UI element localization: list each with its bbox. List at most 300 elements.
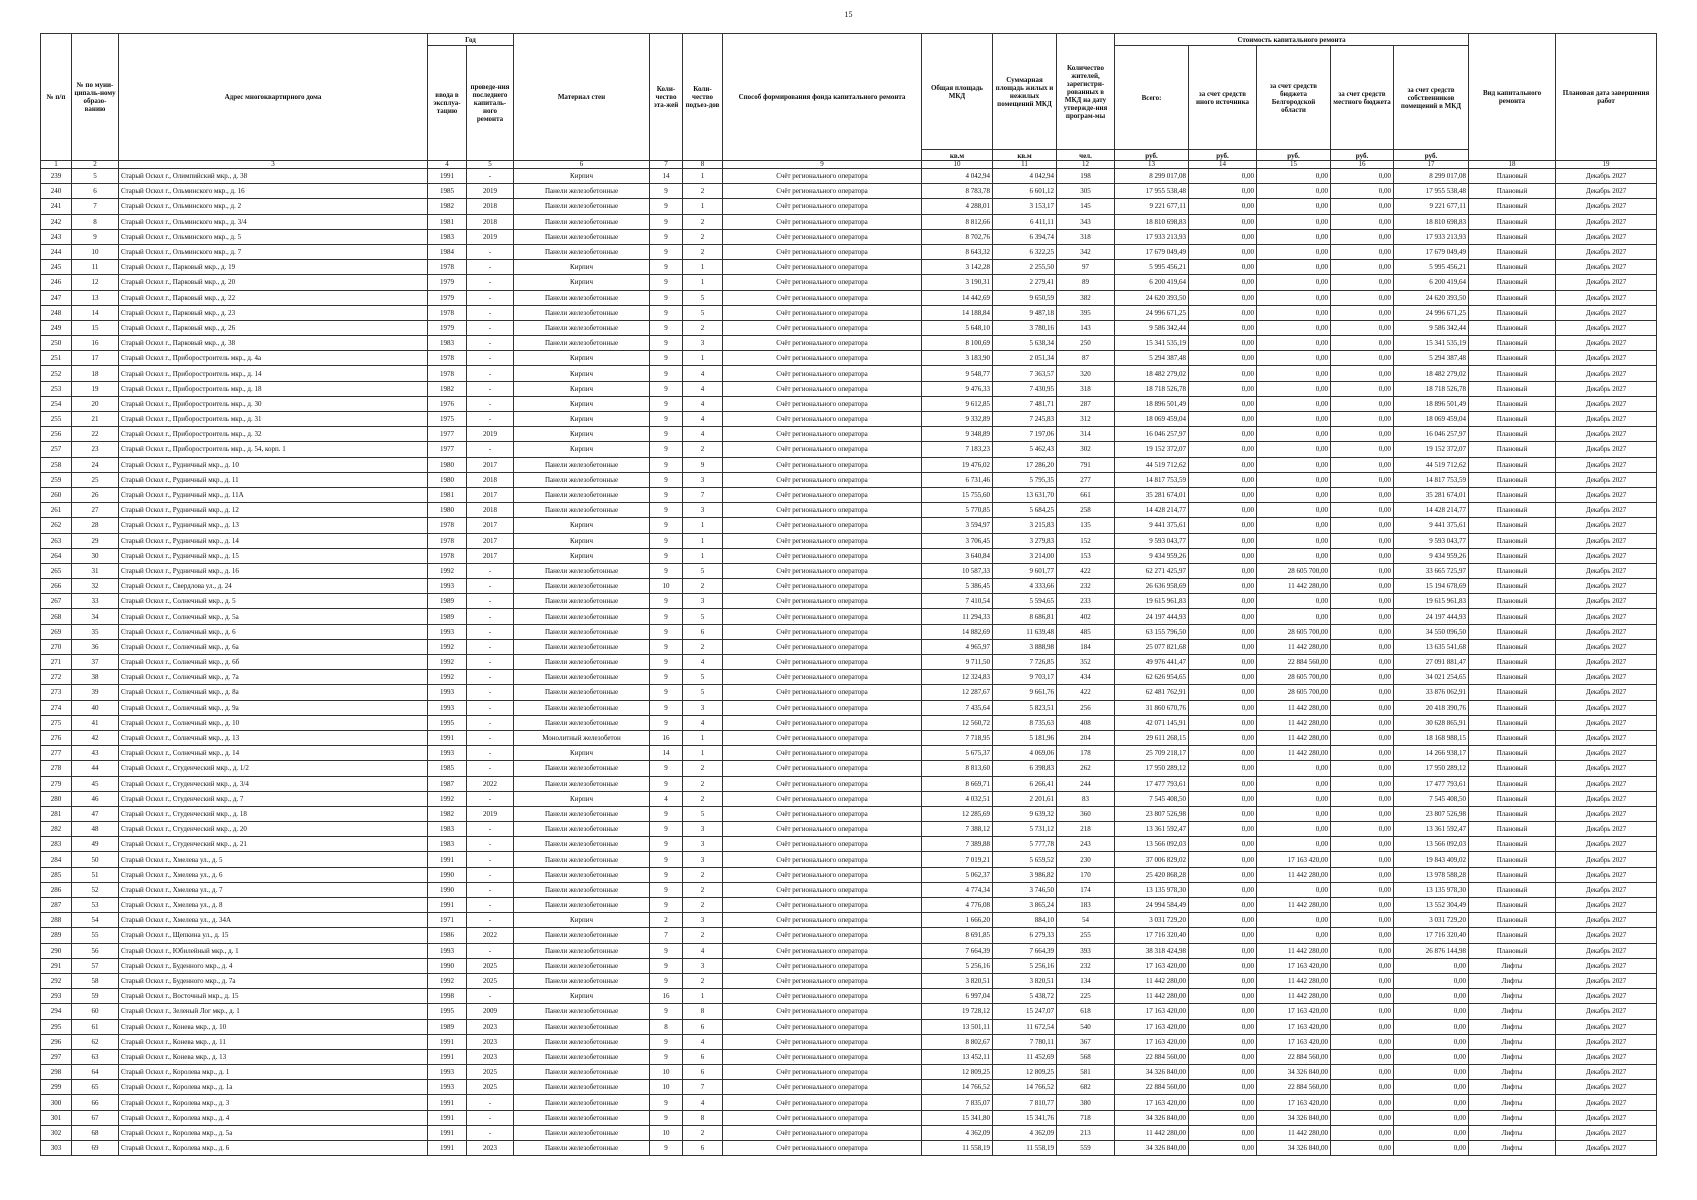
cell-wall-material: Кирпич	[514, 412, 650, 427]
cell-cost-owners: 33 665 725,97	[1394, 563, 1469, 578]
unit-sqm: кв.м	[922, 150, 993, 161]
cell-cost-regional-budget: 0,00	[1257, 169, 1331, 184]
cell-repair-type: Плановый	[1469, 214, 1556, 229]
cell-cost-owners: 18 482 279,02	[1394, 366, 1469, 381]
cell-total-area: 12 285,69	[922, 806, 993, 821]
cell-entrances: 7	[683, 487, 723, 502]
cell-fund-method: Счёт регионального оператора	[723, 503, 922, 518]
column-number: 13	[1115, 161, 1189, 169]
table-row	[41, 685, 1657, 700]
cell-wall-material: Панели железобетонные	[514, 1095, 650, 1110]
cell-address: Старый Оскол г., Буденного мкр., д. 4	[119, 958, 428, 973]
cell-wall-material: Панели железобетонные	[514, 487, 650, 502]
header-year-group: Год	[428, 34, 514, 46]
cell-address: Старый Оскол г., Хмелева ул., д. 7	[119, 882, 428, 897]
cell-residents: 305	[1057, 184, 1115, 199]
cell-address: Старый Оскол г., Буденного мкр., д. 7а	[119, 973, 428, 988]
cell-repair-type: Плановый	[1469, 412, 1556, 427]
cell-cost-owners: 19 615 961,83	[1394, 594, 1469, 609]
cell-cost-total: 13 135 978,30	[1115, 882, 1189, 897]
cell-premises-area: 5 823,51	[993, 700, 1057, 715]
cell-commissioning-year: 1982	[428, 199, 467, 214]
cell-planned-date: Декабрь 2027	[1556, 412, 1657, 427]
unit-people: чел.	[1057, 150, 1115, 161]
column-number: 1	[41, 161, 72, 169]
table-row	[41, 1095, 1657, 1110]
cell-cost-regional-budget: 17 163 420,00	[1257, 958, 1331, 973]
cell-address: Старый Оскол г., Хмелева ул., д. 8	[119, 898, 428, 913]
cell-fund-method: Счёт регионального оператора	[723, 290, 922, 305]
cell-cost-regional-budget: 0,00	[1257, 822, 1331, 837]
cell-last-repair-year: 2023	[467, 1141, 514, 1156]
cell-entrances: 1	[683, 169, 723, 184]
cell-cost-regional-budget: 0,00	[1257, 320, 1331, 335]
cell-cost-owners: 9 434 959,26	[1394, 548, 1469, 563]
cell-cost-owners: 26 876 144,98	[1394, 943, 1469, 958]
cell-premises-area: 5 731,12	[993, 822, 1057, 837]
cell-cost-owners: 6 200 419,64	[1394, 275, 1469, 290]
cell-repair-type: Плановый	[1469, 685, 1556, 700]
table-row	[41, 928, 1657, 943]
cell-cost-local-budget: 0,00	[1331, 822, 1394, 837]
cell-municipal-number: 39	[72, 685, 119, 700]
cell-entrances: 4	[683, 381, 723, 396]
cell-floors: 9	[650, 852, 683, 867]
cell-repair-type: Плановый	[1469, 366, 1556, 381]
cell-cost-total: 9 441 375,61	[1115, 518, 1189, 533]
cell-wall-material: Панели железобетонные	[514, 503, 650, 518]
cell-cost-regional-budget: 11 442 280,00	[1257, 898, 1331, 913]
cell-cost-total: 17 163 420,00	[1115, 1019, 1189, 1034]
cell-commissioning-year: 1985	[428, 184, 467, 199]
cell-cost-local-budget: 0,00	[1331, 487, 1394, 502]
cell-cost-local-budget: 0,00	[1331, 989, 1394, 1004]
cell-cost-regional-budget: 28 605 700,00	[1257, 685, 1331, 700]
cell-residents: 225	[1057, 989, 1115, 1004]
cell-residents: 213	[1057, 1125, 1115, 1140]
cell-cost-total: 11 442 280,00	[1115, 1125, 1189, 1140]
cell-cost-local-budget: 0,00	[1331, 655, 1394, 670]
cell-cost-regional-budget: 17 163 420,00	[1257, 1019, 1331, 1034]
cell-total-area: 8 783,78	[922, 184, 993, 199]
cell-last-repair-year: -	[467, 396, 514, 411]
cell-premises-area: 5 438,72	[993, 989, 1057, 1004]
cell-planned-date: Декабрь 2027	[1556, 366, 1657, 381]
cell-cost-total: 17 163 420,00	[1115, 1095, 1189, 1110]
cell-cost-regional-budget: 11 442 280,00	[1257, 730, 1331, 745]
cell-commissioning-year: 1992	[428, 563, 467, 578]
table-row	[41, 867, 1657, 882]
unit-rub: руб.	[1394, 150, 1469, 161]
cell-floors: 9	[650, 685, 683, 700]
cell-address: Старый Оскол г., Солнечный мкр., д. 9а	[119, 700, 428, 715]
cell-total-area: 12 560,72	[922, 715, 993, 730]
table-row	[41, 700, 1657, 715]
cell-cost-owners: 17 955 538,48	[1394, 184, 1469, 199]
cell-cost-regional-budget: 0,00	[1257, 214, 1331, 229]
cell-cost-total: 17 933 213,93	[1115, 229, 1189, 244]
cell-row-number: 272	[41, 670, 72, 685]
cell-repair-type: Плановый	[1469, 290, 1556, 305]
cell-cost-other-source: 0,00	[1189, 396, 1257, 411]
cell-last-repair-year: 2018	[467, 199, 514, 214]
cell-entrances: 8	[683, 1004, 723, 1019]
cell-address: Старый Оскол г., Приборостроитель мкр., д. 31	[119, 412, 428, 427]
cell-wall-material: Панели железобетонные	[514, 1019, 650, 1034]
cell-repair-type: Плановый	[1469, 199, 1556, 214]
cell-cost-regional-budget: 28 605 700,00	[1257, 563, 1331, 578]
cell-cost-owners: 8 299 017,08	[1394, 169, 1469, 184]
table-row	[41, 199, 1657, 214]
cell-floors: 9	[650, 275, 683, 290]
cell-commissioning-year: 1989	[428, 609, 467, 624]
header-cost-other-source: за счет средств иного источника	[1189, 46, 1257, 150]
cell-residents: 178	[1057, 746, 1115, 761]
cell-address: Старый Оскол г., Солнечный мкр., д. 5а	[119, 609, 428, 624]
cell-last-repair-year: 2025	[467, 973, 514, 988]
cell-entrances: 3	[683, 472, 723, 487]
cell-cost-owners: 13 978 588,28	[1394, 867, 1469, 882]
cell-municipal-number: 13	[72, 290, 119, 305]
cell-wall-material: Панели железобетонные	[514, 457, 650, 472]
cell-address: Старый Оскол г., Парковый мкр., д. 19	[119, 260, 428, 275]
cell-cost-regional-budget: 0,00	[1257, 351, 1331, 366]
cell-fund-method: Счёт регионального оператора	[723, 670, 922, 685]
cell-wall-material: Панели железобетонные	[514, 214, 650, 229]
cell-total-area: 10 587,33	[922, 563, 993, 578]
cell-address: Старый Оскол г., Солнечный мкр., д. 6б	[119, 655, 428, 670]
cell-planned-date: Декабрь 2027	[1556, 503, 1657, 518]
cell-premises-area: 9 487,18	[993, 305, 1057, 320]
cell-row-number: 242	[41, 214, 72, 229]
cell-cost-regional-budget: 0,00	[1257, 290, 1331, 305]
cell-municipal-number: 56	[72, 943, 119, 958]
cell-floors: 9	[650, 806, 683, 821]
cell-fund-method: Счёт регионального оператора	[723, 867, 922, 882]
cell-total-area: 13 452,11	[922, 1049, 993, 1064]
cell-planned-date: Декабрь 2027	[1556, 1095, 1657, 1110]
cell-fund-method: Счёт регионального оператора	[723, 199, 922, 214]
cell-commissioning-year: 1990	[428, 882, 467, 897]
cell-commissioning-year: 1986	[428, 928, 467, 943]
cell-cost-other-source: 0,00	[1189, 639, 1257, 654]
cell-cost-local-budget: 0,00	[1331, 472, 1394, 487]
cell-fund-method: Счёт регионального оператора	[723, 1019, 922, 1034]
cell-premises-area: 2 051,34	[993, 351, 1057, 366]
table-row	[41, 958, 1657, 973]
cell-last-repair-year: -	[467, 670, 514, 685]
cell-row-number: 253	[41, 381, 72, 396]
cell-cost-local-budget: 0,00	[1331, 1080, 1394, 1095]
table-row	[41, 229, 1657, 244]
cell-residents: 255	[1057, 928, 1115, 943]
cell-wall-material: Панели железобетонные	[514, 579, 650, 594]
cell-commissioning-year: 1991	[428, 1141, 467, 1156]
cell-cost-owners: 9 593 043,77	[1394, 533, 1469, 548]
cell-floors: 9	[650, 244, 683, 259]
cell-cost-local-budget: 0,00	[1331, 700, 1394, 715]
table-row	[41, 169, 1657, 184]
cell-cost-other-source: 0,00	[1189, 594, 1257, 609]
cell-commissioning-year: 1995	[428, 1004, 467, 1019]
cell-floors: 9	[650, 1049, 683, 1064]
cell-premises-area: 3 986,82	[993, 867, 1057, 882]
cell-cost-owners: 7 545 408,50	[1394, 791, 1469, 806]
table-row	[41, 275, 1657, 290]
cell-wall-material: Кирпич	[514, 351, 650, 366]
cell-row-number: 278	[41, 761, 72, 776]
cell-total-area: 7 389,88	[922, 837, 993, 852]
header-wall-material: Материал стен	[514, 34, 650, 161]
cell-total-area: 3 183,90	[922, 351, 993, 366]
cell-total-area: 9 332,89	[922, 412, 993, 427]
cell-row-number: 298	[41, 1065, 72, 1080]
cell-cost-other-source: 0,00	[1189, 351, 1257, 366]
cell-floors: 9	[650, 776, 683, 791]
cell-cost-total: 63 155 796,50	[1115, 624, 1189, 639]
cell-address: Старый Оскол г., Хмелева ул., д. 34А	[119, 913, 428, 928]
cell-cost-other-source: 0,00	[1189, 655, 1257, 670]
cell-cost-total: 18 896 501,49	[1115, 396, 1189, 411]
cell-last-repair-year: -	[467, 609, 514, 624]
cell-commissioning-year: 1978	[428, 366, 467, 381]
cell-cost-owners: 33 876 062,91	[1394, 685, 1469, 700]
cell-cost-owners: 16 046 257,97	[1394, 427, 1469, 442]
cell-entrances: 2	[683, 214, 723, 229]
cell-floors: 9	[650, 1095, 683, 1110]
cell-last-repair-year: -	[467, 260, 514, 275]
cell-municipal-number: 11	[72, 260, 119, 275]
cell-cost-other-source: 0,00	[1189, 624, 1257, 639]
cell-wall-material: Панели железобетонные	[514, 655, 650, 670]
cell-fund-method: Счёт регионального оператора	[723, 1095, 922, 1110]
cell-cost-other-source: 0,00	[1189, 685, 1257, 700]
cell-cost-regional-budget: 11 442 280,00	[1257, 943, 1331, 958]
cell-commissioning-year: 1983	[428, 822, 467, 837]
cell-premises-area: 7 430,95	[993, 381, 1057, 396]
cell-entrances: 2	[683, 761, 723, 776]
cell-premises-area: 13 631,70	[993, 487, 1057, 502]
cell-address: Старый Оскол г., Приборостроитель мкр., д. 30	[119, 396, 428, 411]
table-row	[41, 730, 1657, 745]
cell-wall-material: Панели железобетонные	[514, 1049, 650, 1064]
table-row	[41, 351, 1657, 366]
header-residents: Количество жителей, зарегистри-рованных в МКД на дату утвержде-ния програм-мы	[1057, 34, 1115, 150]
cell-planned-date: Декабрь 2027	[1556, 260, 1657, 275]
cell-cost-owners: 0,00	[1394, 1049, 1469, 1064]
cell-last-repair-year: 2018	[467, 503, 514, 518]
cell-premises-area: 5 795,35	[993, 472, 1057, 487]
cell-cost-owners: 3 031 729,20	[1394, 913, 1469, 928]
cell-total-area: 5 386,45	[922, 579, 993, 594]
cell-repair-type: Плановый	[1469, 776, 1556, 791]
cell-address: Старый Оскол г., Солнечный мкр., д. 10	[119, 715, 428, 730]
header-last-repair-year: проведе-ния последнего капиталь-ного ремонта	[467, 46, 514, 161]
cell-total-area: 7 183,23	[922, 442, 993, 457]
cell-cost-regional-budget: 0,00	[1257, 761, 1331, 776]
cell-commissioning-year: 1980	[428, 457, 467, 472]
cell-premises-area: 3 888,98	[993, 639, 1057, 654]
header-cost-owners: за счет средств собственников помещений в МКД	[1394, 46, 1469, 150]
cell-cost-total: 37 006 829,02	[1115, 852, 1189, 867]
cell-cost-owners: 0,00	[1394, 1125, 1469, 1140]
cell-floors: 16	[650, 730, 683, 745]
cell-total-area: 14 882,69	[922, 624, 993, 639]
cell-row-number: 264	[41, 548, 72, 563]
cell-cost-other-source: 0,00	[1189, 1080, 1257, 1095]
cell-planned-date: Декабрь 2027	[1556, 305, 1657, 320]
cell-residents: 382	[1057, 290, 1115, 305]
cell-address: Старый Оскол г., Студенческий мкр., д. 3/4	[119, 776, 428, 791]
cell-planned-date: Декабрь 2027	[1556, 472, 1657, 487]
cell-entrances: 2	[683, 320, 723, 335]
cell-cost-regional-budget: 0,00	[1257, 928, 1331, 943]
cell-last-repair-year: -	[467, 730, 514, 745]
cell-entrances: 4	[683, 1034, 723, 1049]
cell-cost-local-budget: 0,00	[1331, 958, 1394, 973]
cell-entrances: 3	[683, 336, 723, 351]
cell-cost-regional-budget: 0,00	[1257, 609, 1331, 624]
cell-row-number: 257	[41, 442, 72, 457]
cell-cost-regional-budget: 11 442 280,00	[1257, 989, 1331, 1004]
cell-total-area: 7 718,95	[922, 730, 993, 745]
cell-premises-area: 7 810,77	[993, 1095, 1057, 1110]
cell-entrances: 6	[683, 1065, 723, 1080]
cell-row-number: 260	[41, 487, 72, 502]
cell-last-repair-year: 2025	[467, 1080, 514, 1095]
cell-cost-other-source: 0,00	[1189, 715, 1257, 730]
cell-fund-method: Счёт регионального оператора	[723, 275, 922, 290]
cell-commissioning-year: 1990	[428, 958, 467, 973]
cell-cost-owners: 27 091 881,47	[1394, 655, 1469, 670]
cell-row-number: 290	[41, 943, 72, 958]
cell-row-number: 247	[41, 290, 72, 305]
cell-premises-area: 4 362,09	[993, 1125, 1057, 1140]
cell-entrances: 3	[683, 837, 723, 852]
cell-residents: 83	[1057, 791, 1115, 806]
cell-municipal-number: 34	[72, 609, 119, 624]
cell-last-repair-year: -	[467, 579, 514, 594]
cell-floors: 9	[650, 533, 683, 548]
cell-address: Старый Оскол г., Рудничный мкр., д. 11А	[119, 487, 428, 502]
cell-municipal-number: 28	[72, 518, 119, 533]
cell-cost-total: 34 326 840,00	[1115, 1110, 1189, 1125]
cell-commissioning-year: 1991	[428, 898, 467, 913]
cell-cost-other-source: 0,00	[1189, 943, 1257, 958]
cell-residents: 233	[1057, 594, 1115, 609]
cell-municipal-number: 33	[72, 594, 119, 609]
cell-address: Старый Оскол г., Ольминского мкр., д. 3/4	[119, 214, 428, 229]
table-row	[41, 396, 1657, 411]
cell-cost-regional-budget: 17 163 420,00	[1257, 1034, 1331, 1049]
cell-residents: 568	[1057, 1049, 1115, 1064]
cell-cost-total: 26 636 958,69	[1115, 579, 1189, 594]
cell-cost-regional-budget: 11 442 280,00	[1257, 973, 1331, 988]
table-row	[41, 320, 1657, 335]
cell-cost-other-source: 0,00	[1189, 244, 1257, 259]
cell-cost-total: 62 271 425,97	[1115, 563, 1189, 578]
cell-entrances: 1	[683, 260, 723, 275]
cell-premises-area: 7 726,85	[993, 655, 1057, 670]
cell-entrances: 6	[683, 1019, 723, 1034]
cell-cost-other-source: 0,00	[1189, 1141, 1257, 1156]
cell-floors: 4	[650, 791, 683, 806]
cell-last-repair-year: -	[467, 336, 514, 351]
cell-entrances: 5	[683, 685, 723, 700]
cell-cost-owners: 30 628 865,91	[1394, 715, 1469, 730]
cell-cost-regional-budget: 0,00	[1257, 275, 1331, 290]
column-number: 3	[119, 161, 428, 169]
cell-fund-method: Счёт регионального оператора	[723, 1004, 922, 1019]
cell-planned-date: Декабрь 2027	[1556, 396, 1657, 411]
cell-row-number: 292	[41, 973, 72, 988]
cell-floors: 9	[650, 943, 683, 958]
cell-commissioning-year: 1993	[428, 1080, 467, 1095]
cell-cost-owners: 0,00	[1394, 989, 1469, 1004]
cell-cost-local-budget: 0,00	[1331, 791, 1394, 806]
cell-fund-method: Счёт регионального оператора	[723, 958, 922, 973]
cell-repair-type: Плановый	[1469, 867, 1556, 882]
cell-residents: 258	[1057, 503, 1115, 518]
capital-repair-table	[40, 33, 1657, 1156]
cell-planned-date: Декабрь 2027	[1556, 442, 1657, 457]
cell-municipal-number: 14	[72, 305, 119, 320]
cell-cost-local-budget: 0,00	[1331, 1110, 1394, 1125]
cell-floors: 9	[650, 639, 683, 654]
cell-cost-regional-budget: 0,00	[1257, 913, 1331, 928]
cell-fund-method: Счёт регионального оператора	[723, 229, 922, 244]
cell-cost-total: 29 611 268,15	[1115, 730, 1189, 745]
cell-commissioning-year: 1984	[428, 244, 467, 259]
cell-floors: 10	[650, 579, 683, 594]
cell-row-number: 301	[41, 1110, 72, 1125]
cell-cost-local-budget: 0,00	[1331, 320, 1394, 335]
table-row	[41, 381, 1657, 396]
cell-fund-method: Счёт регионального оператора	[723, 366, 922, 381]
cell-residents: 143	[1057, 320, 1115, 335]
cell-residents: 718	[1057, 1110, 1115, 1125]
cell-residents: 170	[1057, 867, 1115, 882]
cell-cost-total: 17 163 420,00	[1115, 1034, 1189, 1049]
cell-total-area: 4 288,01	[922, 199, 993, 214]
cell-wall-material: Панели железобетонные	[514, 336, 650, 351]
cell-cost-regional-budget: 0,00	[1257, 594, 1331, 609]
cell-residents: 243	[1057, 837, 1115, 852]
cell-row-number: 280	[41, 791, 72, 806]
cell-entrances: 1	[683, 989, 723, 1004]
cell-planned-date: Декабрь 2027	[1556, 169, 1657, 184]
cell-municipal-number: 38	[72, 670, 119, 685]
cell-wall-material: Панели железобетонные	[514, 776, 650, 791]
cell-cost-local-budget: 0,00	[1331, 746, 1394, 761]
cell-premises-area: 5 684,25	[993, 503, 1057, 518]
cell-address: Старый Оскол г., Юбилейный мкр., д. 1	[119, 943, 428, 958]
cell-municipal-number: 15	[72, 320, 119, 335]
cell-cost-owners: 23 807 526,98	[1394, 806, 1469, 821]
table-row	[41, 882, 1657, 897]
cell-repair-type: Плановый	[1469, 730, 1556, 745]
cell-total-area: 4 774,34	[922, 882, 993, 897]
cell-cost-owners: 44 519 712,62	[1394, 457, 1469, 472]
cell-cost-local-budget: 0,00	[1331, 305, 1394, 320]
cell-cost-regional-budget: 0,00	[1257, 305, 1331, 320]
cell-entrances: 8	[683, 1110, 723, 1125]
cell-cost-local-budget: 0,00	[1331, 913, 1394, 928]
cell-cost-other-source: 0,00	[1189, 548, 1257, 563]
cell-floors: 9	[650, 837, 683, 852]
cell-commissioning-year: 1985	[428, 761, 467, 776]
cell-total-area: 3 190,31	[922, 275, 993, 290]
